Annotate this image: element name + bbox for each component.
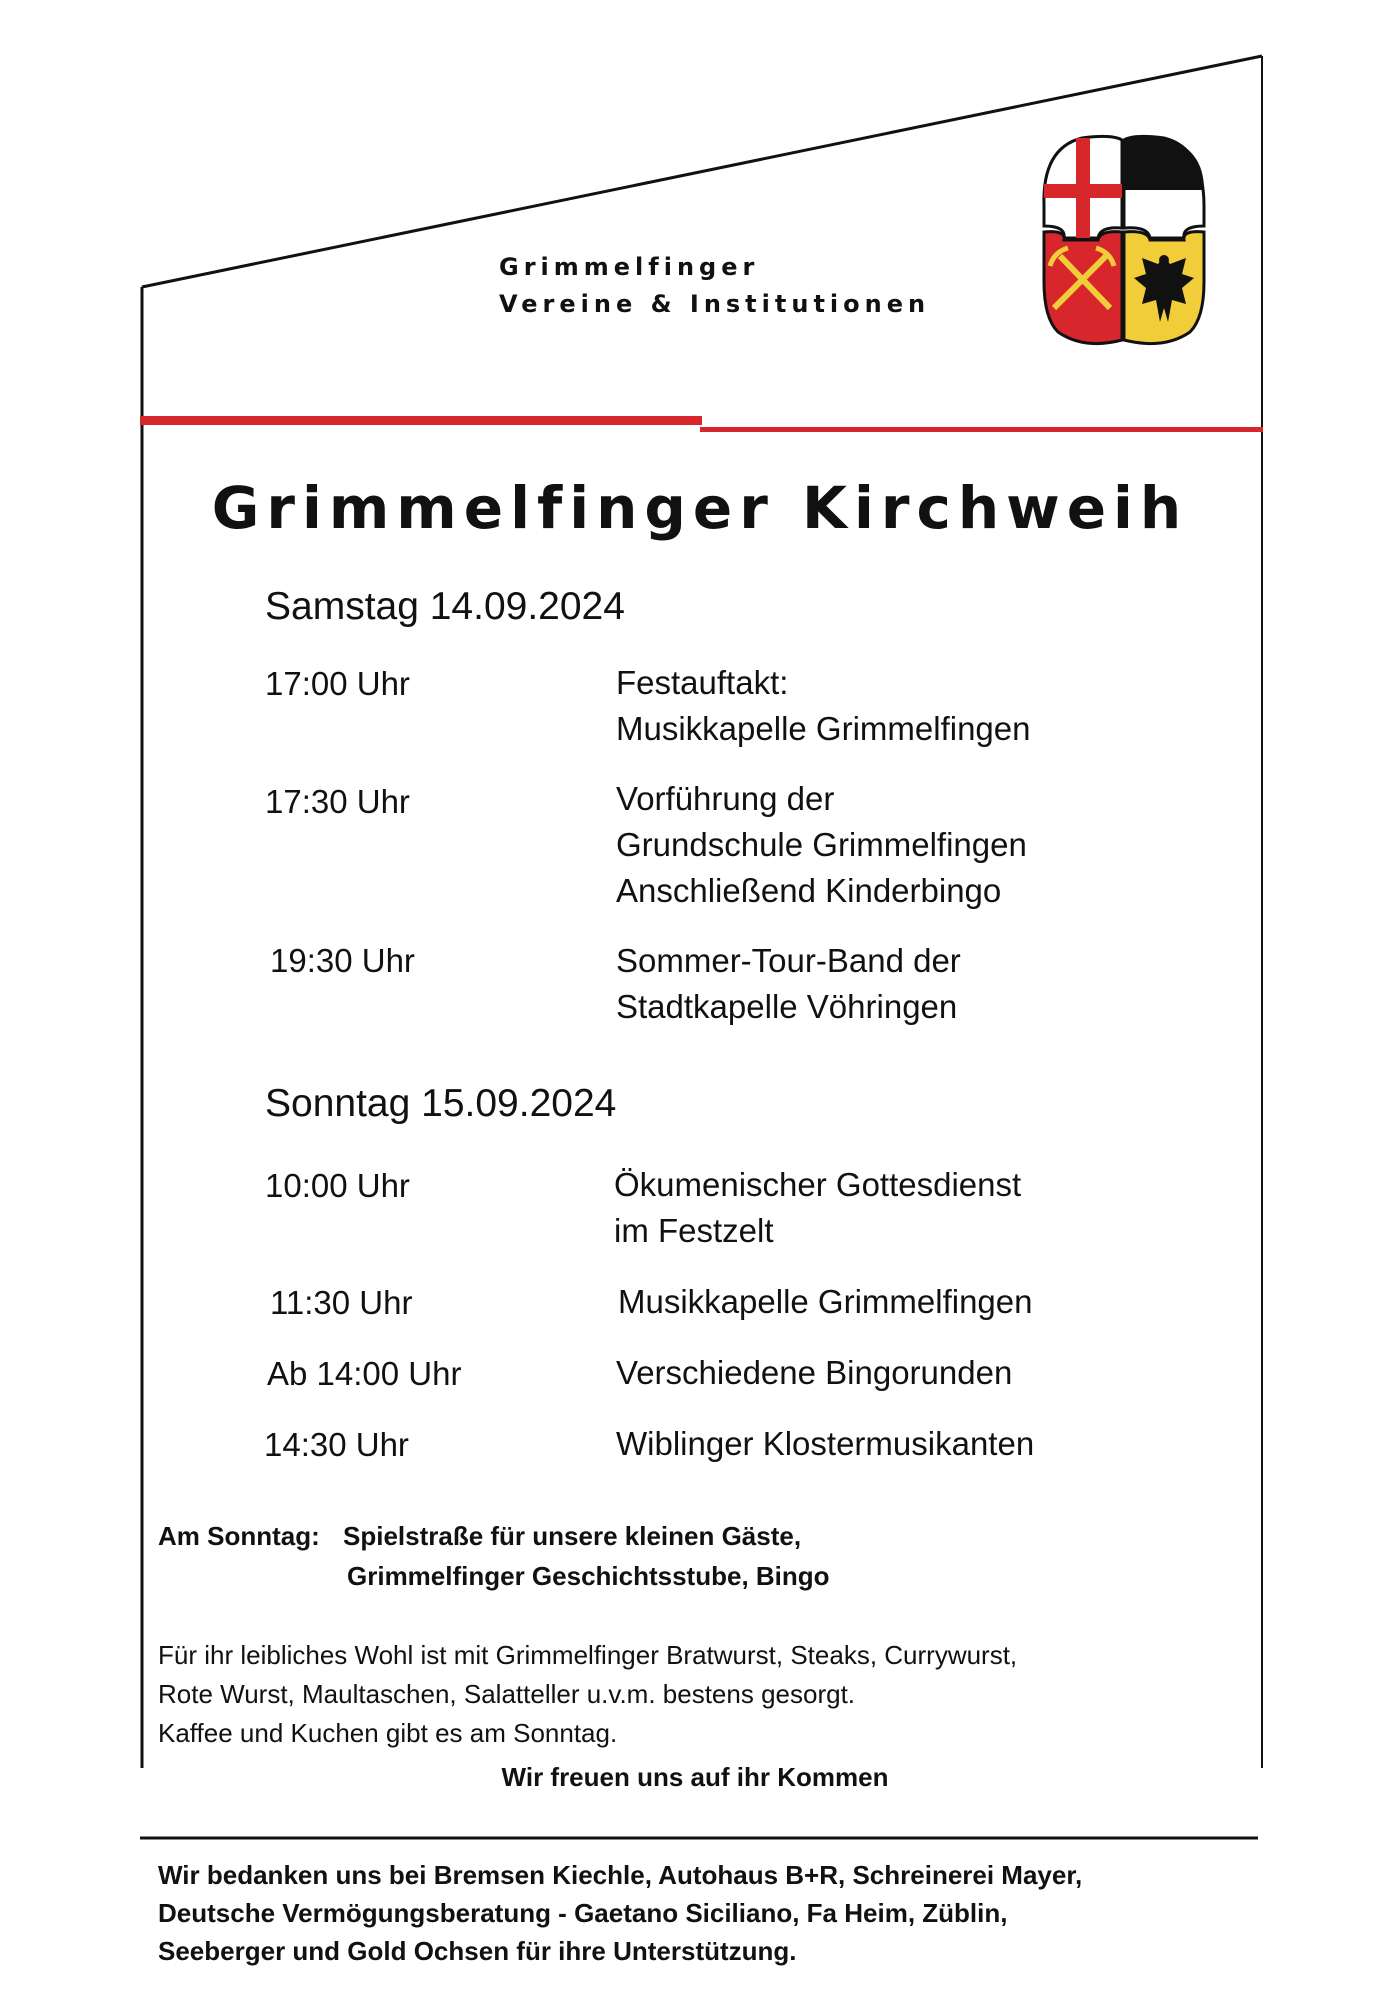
org-name-line1: Grimmelfinger	[499, 253, 760, 281]
event-line: Stadtkapelle Vöhringen	[616, 988, 958, 1025]
closing-line: Wir freuen uns auf ihr Kommen	[501, 1762, 889, 1792]
event-description	[616, 938, 961, 1030]
event-description	[616, 776, 1027, 914]
event-time: 14:30 Uhr	[264, 1426, 409, 1463]
event-time: 17:30 Uhr	[265, 783, 410, 820]
org-name-line2: Vereine & Institutionen	[499, 290, 931, 318]
food-paragraph	[158, 1636, 1017, 1753]
event-line: Vorführung der	[616, 780, 835, 817]
coat-of-arms-icon	[1040, 132, 1208, 350]
event-description	[614, 1162, 1021, 1254]
day-heading-sunday: Sonntag 15.09.2024	[265, 1082, 617, 1125]
event-line: im Festzelt	[614, 1212, 774, 1249]
thanks-paragraph	[158, 1856, 1082, 1970]
food-line: Kaffee und Kuchen gibt es am Sonntag.	[158, 1718, 618, 1748]
event-line: Musikkapelle Grimmelfingen	[616, 710, 1031, 747]
thanks-line: Wir bedanken uns bei Bremsen Kiechle, Autohaus B+R, Schreinerei Mayer,	[158, 1860, 1083, 1890]
event-line: Wiblinger Klostermusikanten	[616, 1425, 1035, 1462]
event-time: 11:30 Uhr	[270, 1284, 413, 1321]
event-description	[616, 660, 1030, 752]
day-heading-saturday: Samstag 14.09.2024	[265, 585, 625, 628]
event-line: Verschiedene Bingorunden	[616, 1354, 1013, 1391]
event-time: 10:00 Uhr	[265, 1167, 410, 1204]
food-line: Rote Wurst, Maultaschen, Salatteller u.v.m. bestens gesorgt.	[158, 1679, 856, 1709]
page-title: Grimmelfinger Kirchweih	[211, 474, 1189, 542]
event-line: Grundschule Grimmelfingen	[616, 826, 1027, 863]
event-description	[616, 1421, 1034, 1467]
thanks-line: Deutsche Vermögungsberatung - Gaetano Siciliano, Fa Heim, Züblin,	[158, 1898, 1008, 1928]
event-line: Festauftakt:	[616, 664, 789, 701]
event-line: Musikkapelle Grimmelfingen	[618, 1283, 1033, 1320]
sunday-note-line: Spielstraße für unsere kleinen Gäste,	[343, 1521, 802, 1551]
event-time: 17:00 Uhr	[265, 665, 410, 702]
event-description	[618, 1279, 1032, 1325]
event-line: Ökumenischer Gottesdienst	[614, 1166, 1022, 1203]
sunday-note-line: Grimmelfinger Geschichtsstube, Bingo	[347, 1561, 830, 1591]
event-time: Ab 14:00 Uhr	[267, 1355, 462, 1392]
red-accent-bar-left	[140, 416, 702, 425]
event-line: Sommer-Tour-Band der	[616, 942, 961, 979]
sunday-note-label: Am Sonntag:	[158, 1521, 320, 1551]
event-time: 19:30 Uhr	[270, 942, 415, 979]
event-description	[616, 1350, 1012, 1396]
event-line: Anschließend Kinderbingo	[616, 872, 1002, 909]
food-line: Für ihr leibliches Wohl ist mit Grimmelfinger Bratwurst, Steaks, Currywurst,	[158, 1640, 1018, 1670]
thanks-line: Seeberger und Gold Ochsen für ihre Unterstützung.	[158, 1936, 797, 1966]
red-accent-bar-right	[700, 427, 1263, 432]
